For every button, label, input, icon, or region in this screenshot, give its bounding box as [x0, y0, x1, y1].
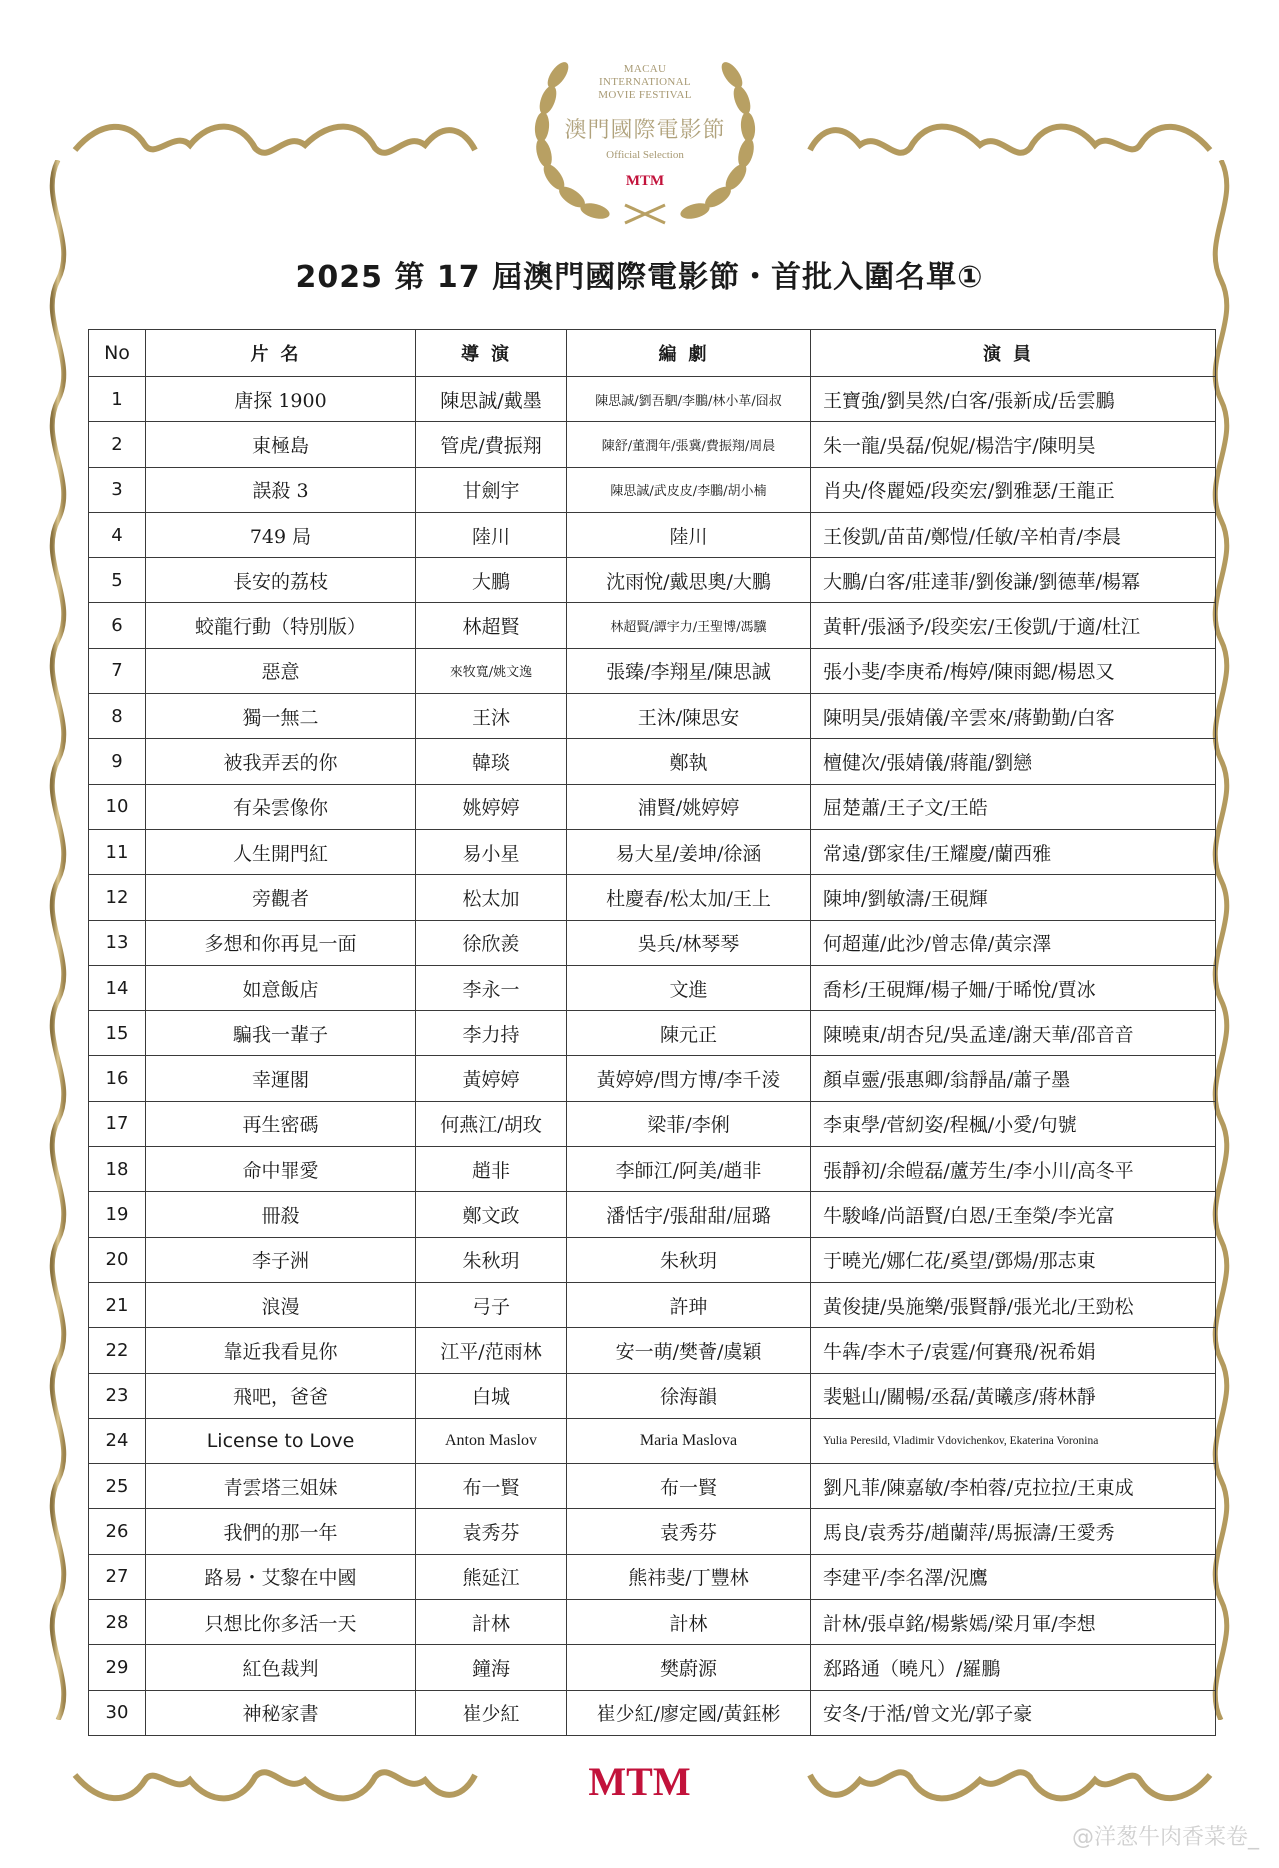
table-row	[89, 965, 1216, 1010]
logo-brand-mtm: MTM	[625, 173, 665, 189]
director-cell: 何燕江/胡玫	[416, 1101, 567, 1146]
ornament-scroll-top-left	[70, 110, 480, 170]
writer-cell: 潘恬宇/張甜甜/屈璐	[567, 1192, 811, 1237]
row-number: 24	[89, 1418, 146, 1463]
film-title-cell: 東極島	[146, 422, 416, 467]
writer-cell: 樊蔚源	[567, 1645, 811, 1690]
row-number: 8	[89, 694, 146, 739]
film-title-cell: 唐探 1900	[146, 377, 416, 422]
logo-line-international: INTERNATIONAL	[599, 76, 691, 88]
cast-cell: 王寶強/劉昊然/白客/張新成/岳雲鵬	[811, 377, 1216, 422]
film-title-cell: 只想比你多活一天	[146, 1600, 416, 1645]
cast-cell: 屈楚蕭/王子文/王皓	[811, 784, 1216, 829]
weibo-watermark: @洋葱牛肉香菜卷_	[1071, 1825, 1259, 1850]
table-row	[89, 512, 1216, 557]
row-number: 22	[89, 1328, 146, 1373]
writer-cell: 吳兵/林琴琴	[567, 920, 811, 965]
table-row	[89, 1328, 1216, 1373]
director-cell: 徐欣羨	[416, 920, 567, 965]
row-number: 28	[89, 1600, 146, 1645]
film-title-cell: 青雲塔三姐妹	[146, 1464, 416, 1509]
director-cell: 陳思誠/戴墨	[416, 377, 567, 422]
row-number: 14	[89, 965, 146, 1010]
film-title-cell: 紅色裁判	[146, 1645, 416, 1690]
director-cell: 韓琰	[416, 739, 567, 784]
film-title-cell: 長安的荔枝	[146, 558, 416, 603]
cast-cell: 李東學/菅紉姿/程楓/小愛/句號	[811, 1101, 1216, 1146]
ornamental-border-left	[38, 160, 78, 1720]
film-title-cell: 再生密碼	[146, 1101, 416, 1146]
table-row	[89, 1418, 1216, 1463]
row-number: 23	[89, 1373, 146, 1418]
writer-cell: 鄭執	[567, 739, 811, 784]
row-number: 26	[89, 1509, 146, 1554]
row-number: 3	[89, 467, 146, 512]
director-cell: 來牧寬/姚文逸	[416, 648, 567, 693]
table-row	[89, 1011, 1216, 1056]
cast-cell: 檀健次/張婧儀/蔣龍/劉戀	[811, 739, 1216, 784]
director-cell: 黃婷婷	[416, 1056, 567, 1101]
director-cell: 甘劍宇	[416, 467, 567, 512]
table-row	[89, 739, 1216, 784]
writer-cell: 袁秀芬	[567, 1509, 811, 1554]
table-row	[89, 920, 1216, 965]
cast-cell: 張靜初/余皚磊/蘆芳生/李小川/高冬平	[811, 1147, 1216, 1192]
row-number: 10	[89, 784, 146, 829]
director-cell: 朱秋玥	[416, 1237, 567, 1282]
writer-cell: 陳元正	[567, 1011, 811, 1056]
table-row	[89, 694, 1216, 739]
row-number: 30	[89, 1690, 146, 1735]
page-title: 2025 第 17 屆澳門國際電影節・首批入圍名單①	[295, 260, 984, 295]
writer-cell: 陳思誠/武皮皮/李鵬/胡小楠	[567, 467, 811, 512]
row-number: 2	[89, 422, 146, 467]
film-title-cell: 多想和你再見一面	[146, 920, 416, 965]
row-number: 18	[89, 1147, 146, 1192]
director-cell: 李力持	[416, 1011, 567, 1056]
writer-cell: 布一賢	[567, 1464, 811, 1509]
film-title-cell: 人生開門紅	[146, 829, 416, 874]
cast-cell: 陳曉東/胡杏兒/吳孟達/謝天華/邵音音	[811, 1011, 1216, 1056]
table-row	[89, 1237, 1216, 1282]
director-cell: Anton Maslov	[416, 1418, 567, 1463]
film-title-cell: 被我弄丟的你	[146, 739, 416, 784]
cast-cell: Yulia Peresild, Vladimir Vdovichenkov, Ekaterina Voronina	[811, 1418, 1216, 1463]
table-row	[89, 377, 1216, 422]
table-row	[89, 1373, 1216, 1418]
director-cell: 林超賢	[416, 603, 567, 648]
film-title-cell: 749 局	[146, 512, 416, 557]
table-row	[89, 1690, 1216, 1735]
film-title-cell: 旁觀者	[146, 875, 416, 920]
cast-cell: 黃俊捷/吳施樂/張賢靜/張光北/王勁松	[811, 1282, 1216, 1327]
row-number: 1	[89, 377, 146, 422]
cast-cell: 張小斐/李庚希/梅婷/陳雨鍶/楊恩又	[811, 648, 1216, 693]
cast-cell: 王俊凱/苗苗/鄭愷/任敏/辛柏青/李晨	[811, 512, 1216, 557]
logo-english-name	[510, 63, 780, 102]
table-row	[89, 1282, 1216, 1327]
writer-cell: 文進	[567, 965, 811, 1010]
film-title-cell: License to Love	[146, 1418, 416, 1463]
film-title-cell: 我們的那一年	[146, 1509, 416, 1554]
film-title-cell: 李子洲	[146, 1237, 416, 1282]
writer-cell: 計林	[567, 1600, 811, 1645]
table-row	[89, 1056, 1216, 1101]
writer-cell: 杜慶春/松太加/王上	[567, 875, 811, 920]
nominee-table	[88, 329, 1216, 1736]
row-number: 5	[89, 558, 146, 603]
writer-cell: 陸川	[567, 512, 811, 557]
table-row	[89, 422, 1216, 467]
cast-cell: 何超蓮/此沙/曾志偉/黃宗澤	[811, 920, 1216, 965]
logo-line-movie-festival: MOVIE FESTIVAL	[598, 89, 692, 101]
cast-cell: 陳坤/劉敏濤/王硯輝	[811, 875, 1216, 920]
festival-laurel-logo	[510, 45, 780, 230]
header-director: 導演	[416, 330, 567, 377]
row-number: 4	[89, 512, 146, 557]
film-title-cell: 惡意	[146, 648, 416, 693]
cast-cell: 陳明昊/張婧儀/辛雲來/蔣勤勤/白客	[811, 694, 1216, 739]
table-row	[89, 875, 1216, 920]
film-title-cell: 獨一無二	[146, 694, 416, 739]
film-title-cell: 冊殺	[146, 1192, 416, 1237]
header-no: No	[89, 330, 146, 377]
cast-cell: 肖央/佟麗婭/段奕宏/劉雅瑟/王龍正	[811, 467, 1216, 512]
film-title-cell: 幸運閣	[146, 1056, 416, 1101]
director-cell: 松太加	[416, 875, 567, 920]
film-title-cell: 命中罪愛	[146, 1147, 416, 1192]
header-film-title: 片名	[146, 330, 416, 377]
cast-cell: 劉凡菲/陳嘉敏/李柏蓉/克拉拉/王東成	[811, 1464, 1216, 1509]
film-title-cell: 路易・艾黎在中國	[146, 1554, 416, 1599]
row-number: 9	[89, 739, 146, 784]
director-cell: 大鵬	[416, 558, 567, 603]
row-number: 12	[89, 875, 146, 920]
director-cell: 王沐	[416, 694, 567, 739]
cast-cell: 牛駿峰/尚語賢/白恩/王奎榮/李光富	[811, 1192, 1216, 1237]
table-row	[89, 1192, 1216, 1237]
writer-cell: 黃婷婷/閆方博/李千淩	[567, 1056, 811, 1101]
director-cell: 陸川	[416, 512, 567, 557]
writer-cell: 朱秋玥	[567, 1237, 811, 1282]
film-title-cell: 神秘家書	[146, 1690, 416, 1735]
writer-cell: 許珅	[567, 1282, 811, 1327]
writer-cell: 安一萌/樊薈/虞穎	[567, 1328, 811, 1373]
director-cell: 江平/范雨林	[416, 1328, 567, 1373]
table-row	[89, 467, 1216, 512]
writer-cell: 陳舒/董潤年/張冀/費振翔/周晨	[567, 422, 811, 467]
table-row	[89, 1645, 1216, 1690]
row-number: 16	[89, 1056, 146, 1101]
cast-cell: 郄路通（曉凡）/羅鵬	[811, 1645, 1216, 1690]
row-number: 7	[89, 648, 146, 693]
cast-cell: 李建平/李名澤/況鷹	[811, 1554, 1216, 1599]
cast-cell: 馬良/袁秀芬/趙蘭萍/馬振濤/王愛秀	[811, 1509, 1216, 1554]
row-number: 21	[89, 1282, 146, 1327]
writer-cell: 徐海韻	[567, 1373, 811, 1418]
film-title-cell: 飛吧，爸爸	[146, 1373, 416, 1418]
table-row	[89, 1147, 1216, 1192]
table-row	[89, 558, 1216, 603]
film-title-cell: 誤殺 3	[146, 467, 416, 512]
cast-cell: 常遠/鄧家佳/王耀慶/蘭西雅	[811, 829, 1216, 874]
row-number: 6	[89, 603, 146, 648]
logo-chinese-name: 澳門國際電影節	[564, 117, 726, 142]
ornament-scroll-top-right	[805, 110, 1215, 170]
row-number: 13	[89, 920, 146, 965]
table-row	[89, 1600, 1216, 1645]
cast-cell: 大鵬/白客/莊達菲/劉俊謙/劉德華/楊冪	[811, 558, 1216, 603]
table-row	[89, 603, 1216, 648]
table-row	[89, 1464, 1216, 1509]
row-number: 25	[89, 1464, 146, 1509]
cast-cell: 朱一龍/吳磊/倪妮/楊浩宇/陳明昊	[811, 422, 1216, 467]
logo-official-selection: Official Selection	[606, 149, 684, 161]
film-title-cell: 靠近我看見你	[146, 1328, 416, 1373]
row-number: 29	[89, 1645, 146, 1690]
film-title-cell: 蛟龍行動（特別版）	[146, 603, 416, 648]
logo-line-macau: MACAU	[623, 63, 667, 75]
row-number: 17	[89, 1101, 146, 1146]
writer-cell: 崔少紅/廖定國/黃鈺彬	[567, 1690, 811, 1735]
director-cell: 熊延江	[416, 1554, 567, 1599]
film-title-cell: 騙我一輩子	[146, 1011, 416, 1056]
writer-cell: 陳思誠/劉吾駟/李鵬/林小革/囧叔	[567, 377, 811, 422]
table-header-row	[89, 330, 1216, 377]
director-cell: 趙非	[416, 1147, 567, 1192]
cast-cell: 牛犇/李木子/袁霆/何賽飛/祝希娟	[811, 1328, 1216, 1373]
table-row	[89, 784, 1216, 829]
table-row	[89, 1554, 1216, 1599]
cast-cell: 顏卓靈/張惠卿/翁靜晶/蕭子墨	[811, 1056, 1216, 1101]
table-row	[89, 1509, 1216, 1554]
table-row	[89, 648, 1216, 693]
row-number: 27	[89, 1554, 146, 1599]
row-number: 19	[89, 1192, 146, 1237]
director-cell: 袁秀芬	[416, 1509, 567, 1554]
footer-brand-mtm: MTM	[588, 1759, 691, 1804]
cast-cell: 安冬/于湉/曾文光/郭子豪	[811, 1690, 1216, 1735]
director-cell: 崔少紅	[416, 1690, 567, 1735]
cast-cell: 計林/張卓銘/楊紫嫣/梁月軍/李想	[811, 1600, 1216, 1645]
director-cell: 布一賢	[416, 1464, 567, 1509]
header-writer: 編劇	[567, 330, 811, 377]
writer-cell: 李師江/阿美/趙非	[567, 1147, 811, 1192]
writer-cell: 王沐/陳思安	[567, 694, 811, 739]
writer-cell: 熊祎斐/丁豐林	[567, 1554, 811, 1599]
table-row	[89, 829, 1216, 874]
writer-cell: 沈雨悅/戴思奧/大鵬	[567, 558, 811, 603]
cast-cell: 于曉光/娜仁花/奚望/鄧煬/那志東	[811, 1237, 1216, 1282]
cast-cell: 黃軒/張涵予/段奕宏/王俊凱/于適/杜江	[811, 603, 1216, 648]
director-cell: 白城	[416, 1373, 567, 1418]
director-cell: 鐘海	[416, 1645, 567, 1690]
table-row	[89, 1101, 1216, 1146]
director-cell: 姚婷婷	[416, 784, 567, 829]
writer-cell: 梁菲/李俐	[567, 1101, 811, 1146]
director-cell: 李永一	[416, 965, 567, 1010]
director-cell: 鄭文政	[416, 1192, 567, 1237]
writer-cell: Maria Maslova	[567, 1418, 811, 1463]
director-cell: 管虎/費振翔	[416, 422, 567, 467]
writer-cell: 易大星/姜坤/徐涵	[567, 829, 811, 874]
film-title-cell: 如意飯店	[146, 965, 416, 1010]
film-title-cell: 浪漫	[146, 1282, 416, 1327]
row-number: 20	[89, 1237, 146, 1282]
director-cell: 計林	[416, 1600, 567, 1645]
cast-cell: 裴魁山/關暢/丞磊/黃曦彦/蔣林靜	[811, 1373, 1216, 1418]
row-number: 15	[89, 1011, 146, 1056]
director-cell: 易小星	[416, 829, 567, 874]
film-title-cell: 有朵雲像你	[146, 784, 416, 829]
row-number: 11	[89, 829, 146, 874]
cast-cell: 喬杉/王硯輝/楊子姍/于晞悅/賈冰	[811, 965, 1216, 1010]
writer-cell: 浦賢/姚婷婷	[567, 784, 811, 829]
header-cast: 演員	[811, 330, 1216, 377]
writer-cell: 張臻/李翔星/陳思誠	[567, 648, 811, 693]
writer-cell: 林超賢/譚宇力/王聖博/馮驥	[567, 603, 811, 648]
director-cell: 弓子	[416, 1282, 567, 1327]
